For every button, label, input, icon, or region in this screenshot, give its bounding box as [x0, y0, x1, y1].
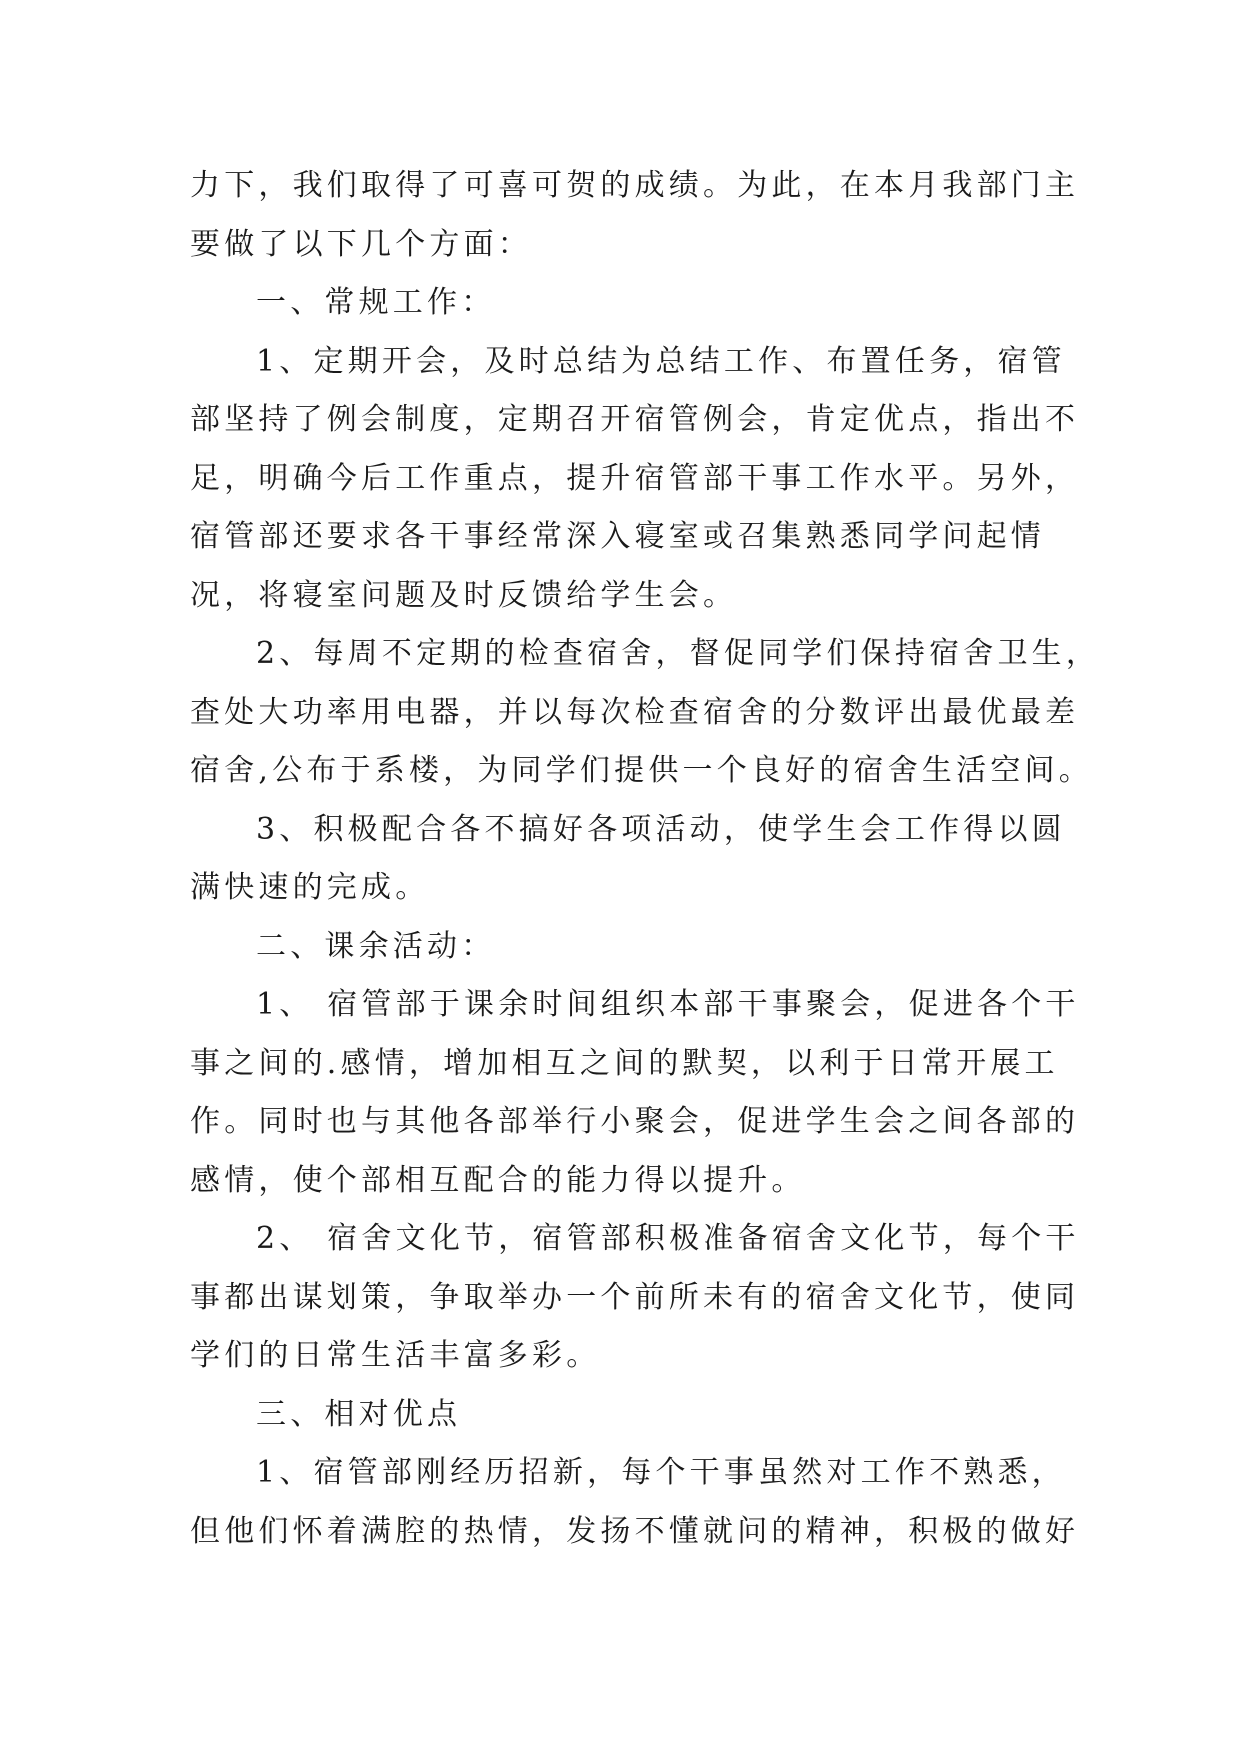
- text-line: 二、课余活动：: [256, 928, 496, 964]
- document-body: [190, 157, 1101, 1561]
- text-line: 一、常规工作：: [256, 285, 496, 320]
- text-line: 三、相对优点: [256, 1396, 462, 1432]
- text-line: 部坚持了例会制度，定期召开宿管例会，肯定优点，指出不: [190, 402, 1080, 437]
- text-line: 2、每周不定期的检查宿舍，督促同学们保持宿舍卫生，: [256, 636, 1101, 671]
- text-line: 1、定期开会，及时总结为总结工作、布置任务，宿管: [256, 343, 1066, 379]
- text-line: 1、 宿管部于课余时间组织本部干事聚会，促进各个干: [256, 987, 1080, 1022]
- text-line: 但他们怀着满腔的热情，发扬不懂就问的精神，积极的做好: [190, 1513, 1080, 1549]
- text-line: 1、宿管部刚经历招新，每个干事虽然对工作不熟悉，: [256, 1455, 1066, 1490]
- text-line: 学们的日常生活丰富多彩。: [190, 1338, 601, 1373]
- text-line: 查处大功率用电器，并以每次检查宿舍的分数评出最优最差: [190, 694, 1080, 730]
- text-line: 事之间的.感情，增加相互之间的默契，以利于日常开展工: [190, 1045, 1059, 1081]
- text-line: 事都出谋划策，争取举办一个前所未有的宿舍文化节，使同: [190, 1279, 1080, 1315]
- text-line: 2、 宿舍文化节，宿管部积极准备宿舍文化节，每个干: [256, 1221, 1080, 1256]
- text-line: 宿舍,公布于系楼，为同学们提供一个良好的宿舍生活空间。: [190, 753, 1093, 788]
- text-line: 满快速的完成。: [190, 870, 430, 905]
- text-line: 感情，使个部相互配合的能力得以提升。: [190, 1162, 806, 1198]
- text-line: 作。同时也与其他各部举行小聚会，促进学生会之间各部的: [190, 1104, 1080, 1139]
- text-line: 3、积极配合各不搞好各项活动，使学生会工作得以圆: [256, 811, 1066, 847]
- text-line: 足，明确今后工作重点，提升宿管部干事工作水平。另外，: [190, 460, 1080, 496]
- text-line: 宿管部还要求各干事经常深入寝室或召集熟悉同学问起情: [190, 519, 1045, 554]
- text-line: 要做了以下几个方面：: [190, 226, 532, 262]
- text-line: 力下，我们取得了可喜可贺的成绩。为此，在本月我部门主: [190, 168, 1080, 203]
- text-line: 况，将寝室问题及时反馈给学生会。: [190, 577, 738, 613]
